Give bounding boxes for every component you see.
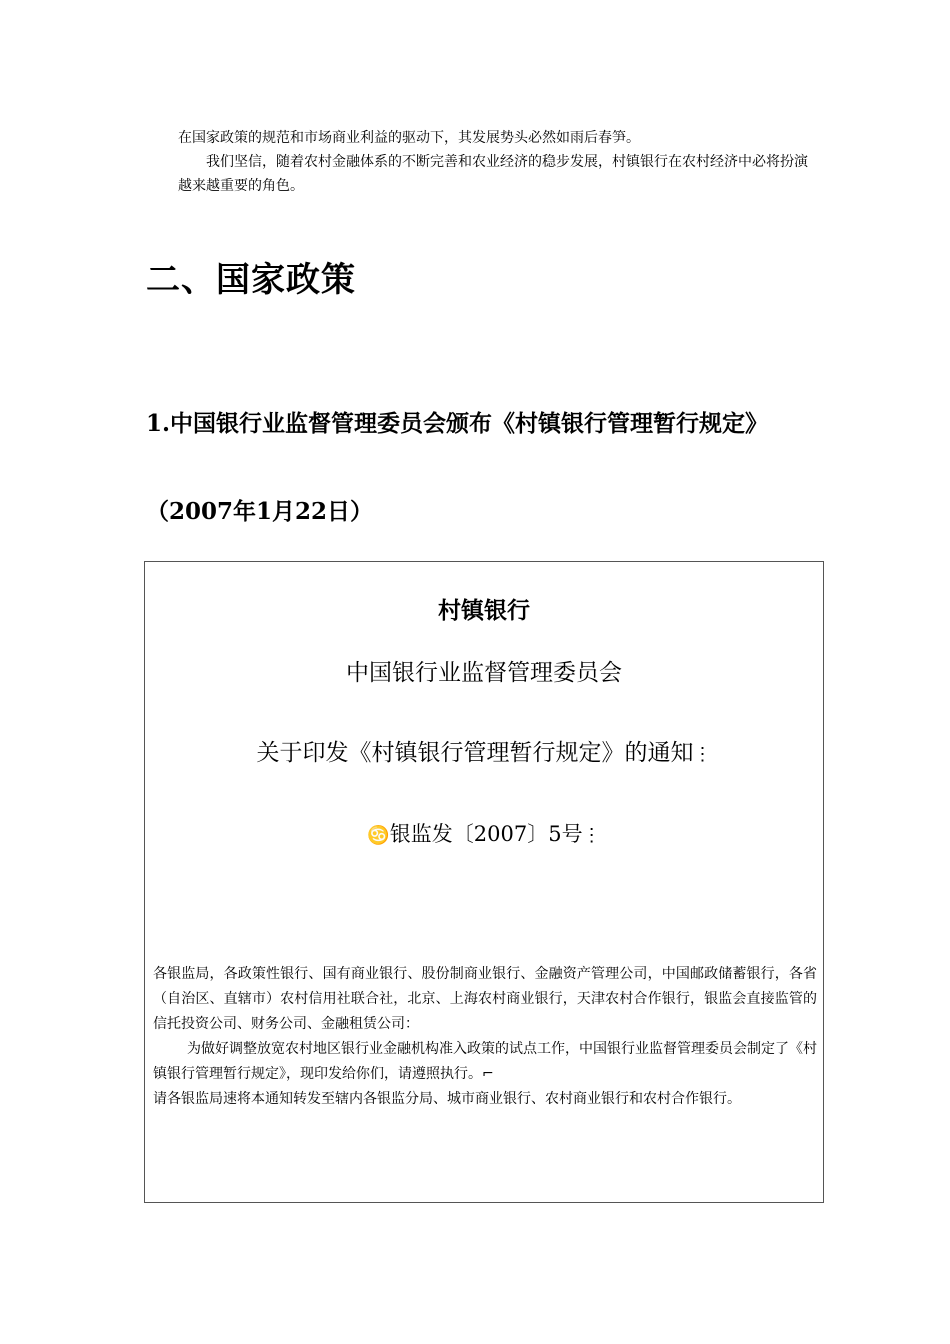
doc-number-line (145, 818, 823, 848)
notice-heading: 村镇银行 (438, 597, 530, 624)
symbol-mark: ♋ (367, 825, 390, 846)
vertical-dots-mark-small: ⋮ (582, 825, 601, 846)
vertical-dots-mark: ⋮ (693, 743, 712, 765)
notice-body-text: 为做好调整放宽农村地区银行业金融机构准入政策的试点工作，中国银行业监督管理委员会制定了《村镇银行管理暂行规定》，现印发给你们，请遵照执行。 (153, 1041, 817, 1082)
notice-title: 关于印发《村镇银行管理暂行规定》的通知 (256, 740, 694, 766)
paragraph-mark: ⌐ (482, 1066, 494, 1082)
notice-body-line (153, 1037, 817, 1087)
intro-line-2: 我们坚信，随着农村金融体系的不断完善和农业经济的稳步发展，村镇银行在农村经济中必将扮演越来越重要的角色。 (178, 154, 808, 194)
notice-forward: 请各银监局速将本通知转发至辖内各银监分局、城市商业银行、农村商业银行和农村合作银行。 (153, 1091, 741, 1107)
subsection-title: 1.中国银行业监督管理委员会颁布《村镇银行管理暂行规定》（2007年1月22日） (146, 410, 769, 525)
intro-paragraph (178, 126, 818, 198)
notice-body (153, 962, 817, 1112)
section-title: 二、国家政策 (146, 260, 356, 300)
notice-box (144, 561, 824, 1203)
notice-issuer: 中国银行业监督管理委员会 (346, 660, 622, 686)
notice-recipients: 各银监局，各政策性银行、国有商业银行、股份制商业银行、金融资产管理公司，中国邮政储蓄银行，各省（自治区、直辖市）农村信用社联合社，北京、上海农村商业银行，天津农村合作银行，银监会直接监管的信托投资公司、财务公司、金融租赁公司： (153, 966, 817, 1032)
intro-line-1: 在国家政策的规范和市场商业利益的驱动下，其发展势头必然如雨后春笋。 (178, 130, 640, 146)
doc-number: 银监发〔2007〕5号 (389, 822, 583, 846)
notice-title-line (145, 734, 823, 767)
